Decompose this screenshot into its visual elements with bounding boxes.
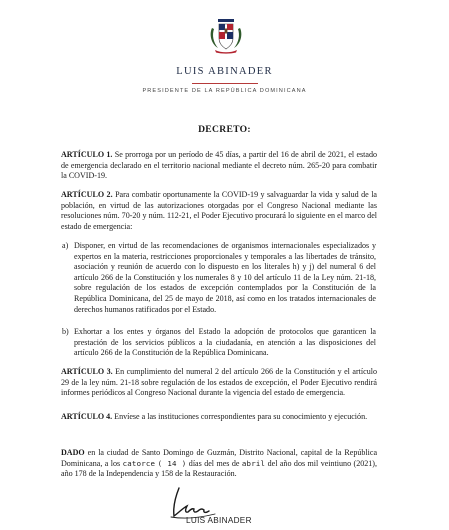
- closing-text: del año dos mil veintiuno (2021), año 178 de la Independencia y 158 de la Restauración.: [61, 458, 377, 479]
- article-label: ARTÍCULO 4.: [61, 412, 113, 421]
- document-title: DECRETO:: [198, 124, 251, 135]
- article-label: ARTÍCULO 3.: [61, 367, 113, 376]
- coat-of-arms-seal: [209, 16, 243, 54]
- article-text: En cumplimiento del numeral 2 del artículo 266 de la Constitución y el artículo 29 de la ley núm. 21-18 sobre regulación de los estados de excepción, el Poder Ejecutivo rendirá informes periódicos al Congreso Nacional durante la vigencia del estado de emergencia.: [61, 367, 378, 398]
- closing-paragraph: [61, 448, 377, 480]
- day-word: catorce: [122, 458, 156, 468]
- day-number: ( 14 ): [157, 458, 187, 468]
- header-divider: [192, 83, 258, 84]
- month-name: abril: [241, 458, 266, 468]
- list-marker: a): [62, 241, 69, 250]
- article-1: [61, 150, 377, 182]
- dado-label: DADO: [61, 448, 85, 457]
- article-3: [61, 367, 377, 399]
- article-text: Se prorroga por un período de 45 días, a partir del 16 de abril de 2021, el estado de emergencia declarado en el territorio nacional mediante el decreto núm. 265-20 para combatir la COVID-19.: [61, 150, 377, 181]
- list-item: [62, 241, 376, 315]
- header-name: LUIS ABINADER: [176, 66, 273, 77]
- list-item-text: Disponer, en virtud de las recomendaciones de organismos internacionales especializados y expertos en la materia, restricciones proporcionales y temporales a las libertades de tránsito, asociación y reunión de acuerdo con lo dispuesto en los literales h) y j) del numeral 6 del artículo 266 de la Constitución y los numerales 8 y 10 del artículo 11 de la Ley núm. 21-18, sobre regulación de los estados de excepción contemplados por la Constitución de la República Dominicana, del 25 de mayo de 2018, así como en los tratados internacionales de derechos humanos ratificados por el Estado.: [74, 241, 376, 314]
- article-text: Envíese a las instituciones correspondientes para su conocimiento y ejecución.: [114, 412, 368, 421]
- closing-text: días del mes de: [188, 458, 240, 468]
- list-item-text: Exhortar a los entes y órganos del Estado la adopción de protocolos que garanticen la prestación de los servicios públicos a la ciudadanía, en atención a las disposiciones del artículo 266 de la Constitución de la República Dominicana.: [74, 327, 376, 358]
- article-4: [61, 412, 377, 423]
- list-item: [62, 327, 376, 359]
- article-label: ARTÍCULO 2.: [61, 190, 113, 199]
- signatory-name: LUIS ABINADER: [186, 516, 252, 525]
- header-subtitle: PRESIDENTE DE LA REPÚBLICA DOMINICANA: [142, 88, 307, 94]
- article-label: ARTÍCULO 1.: [61, 150, 113, 159]
- article-text: Para combatir oportunamente la COVID-19 y salvaguardar la vida y salud de la población, en virtud de las autorizaciones otorgadas por el Congreso Nacional mediante las resoluciones núm. 70-20 y núm. 112-21, el Poder Ejecutivo procurará lo siguiente en el marco del estado de emergencia:: [61, 190, 377, 231]
- closing-text: en la ciudad de Santo Domingo de Guzmán, Distrito Nacional, capital de la República Dominicana, a los: [61, 448, 378, 468]
- article-2: [61, 190, 377, 232]
- list-marker: b): [62, 327, 69, 336]
